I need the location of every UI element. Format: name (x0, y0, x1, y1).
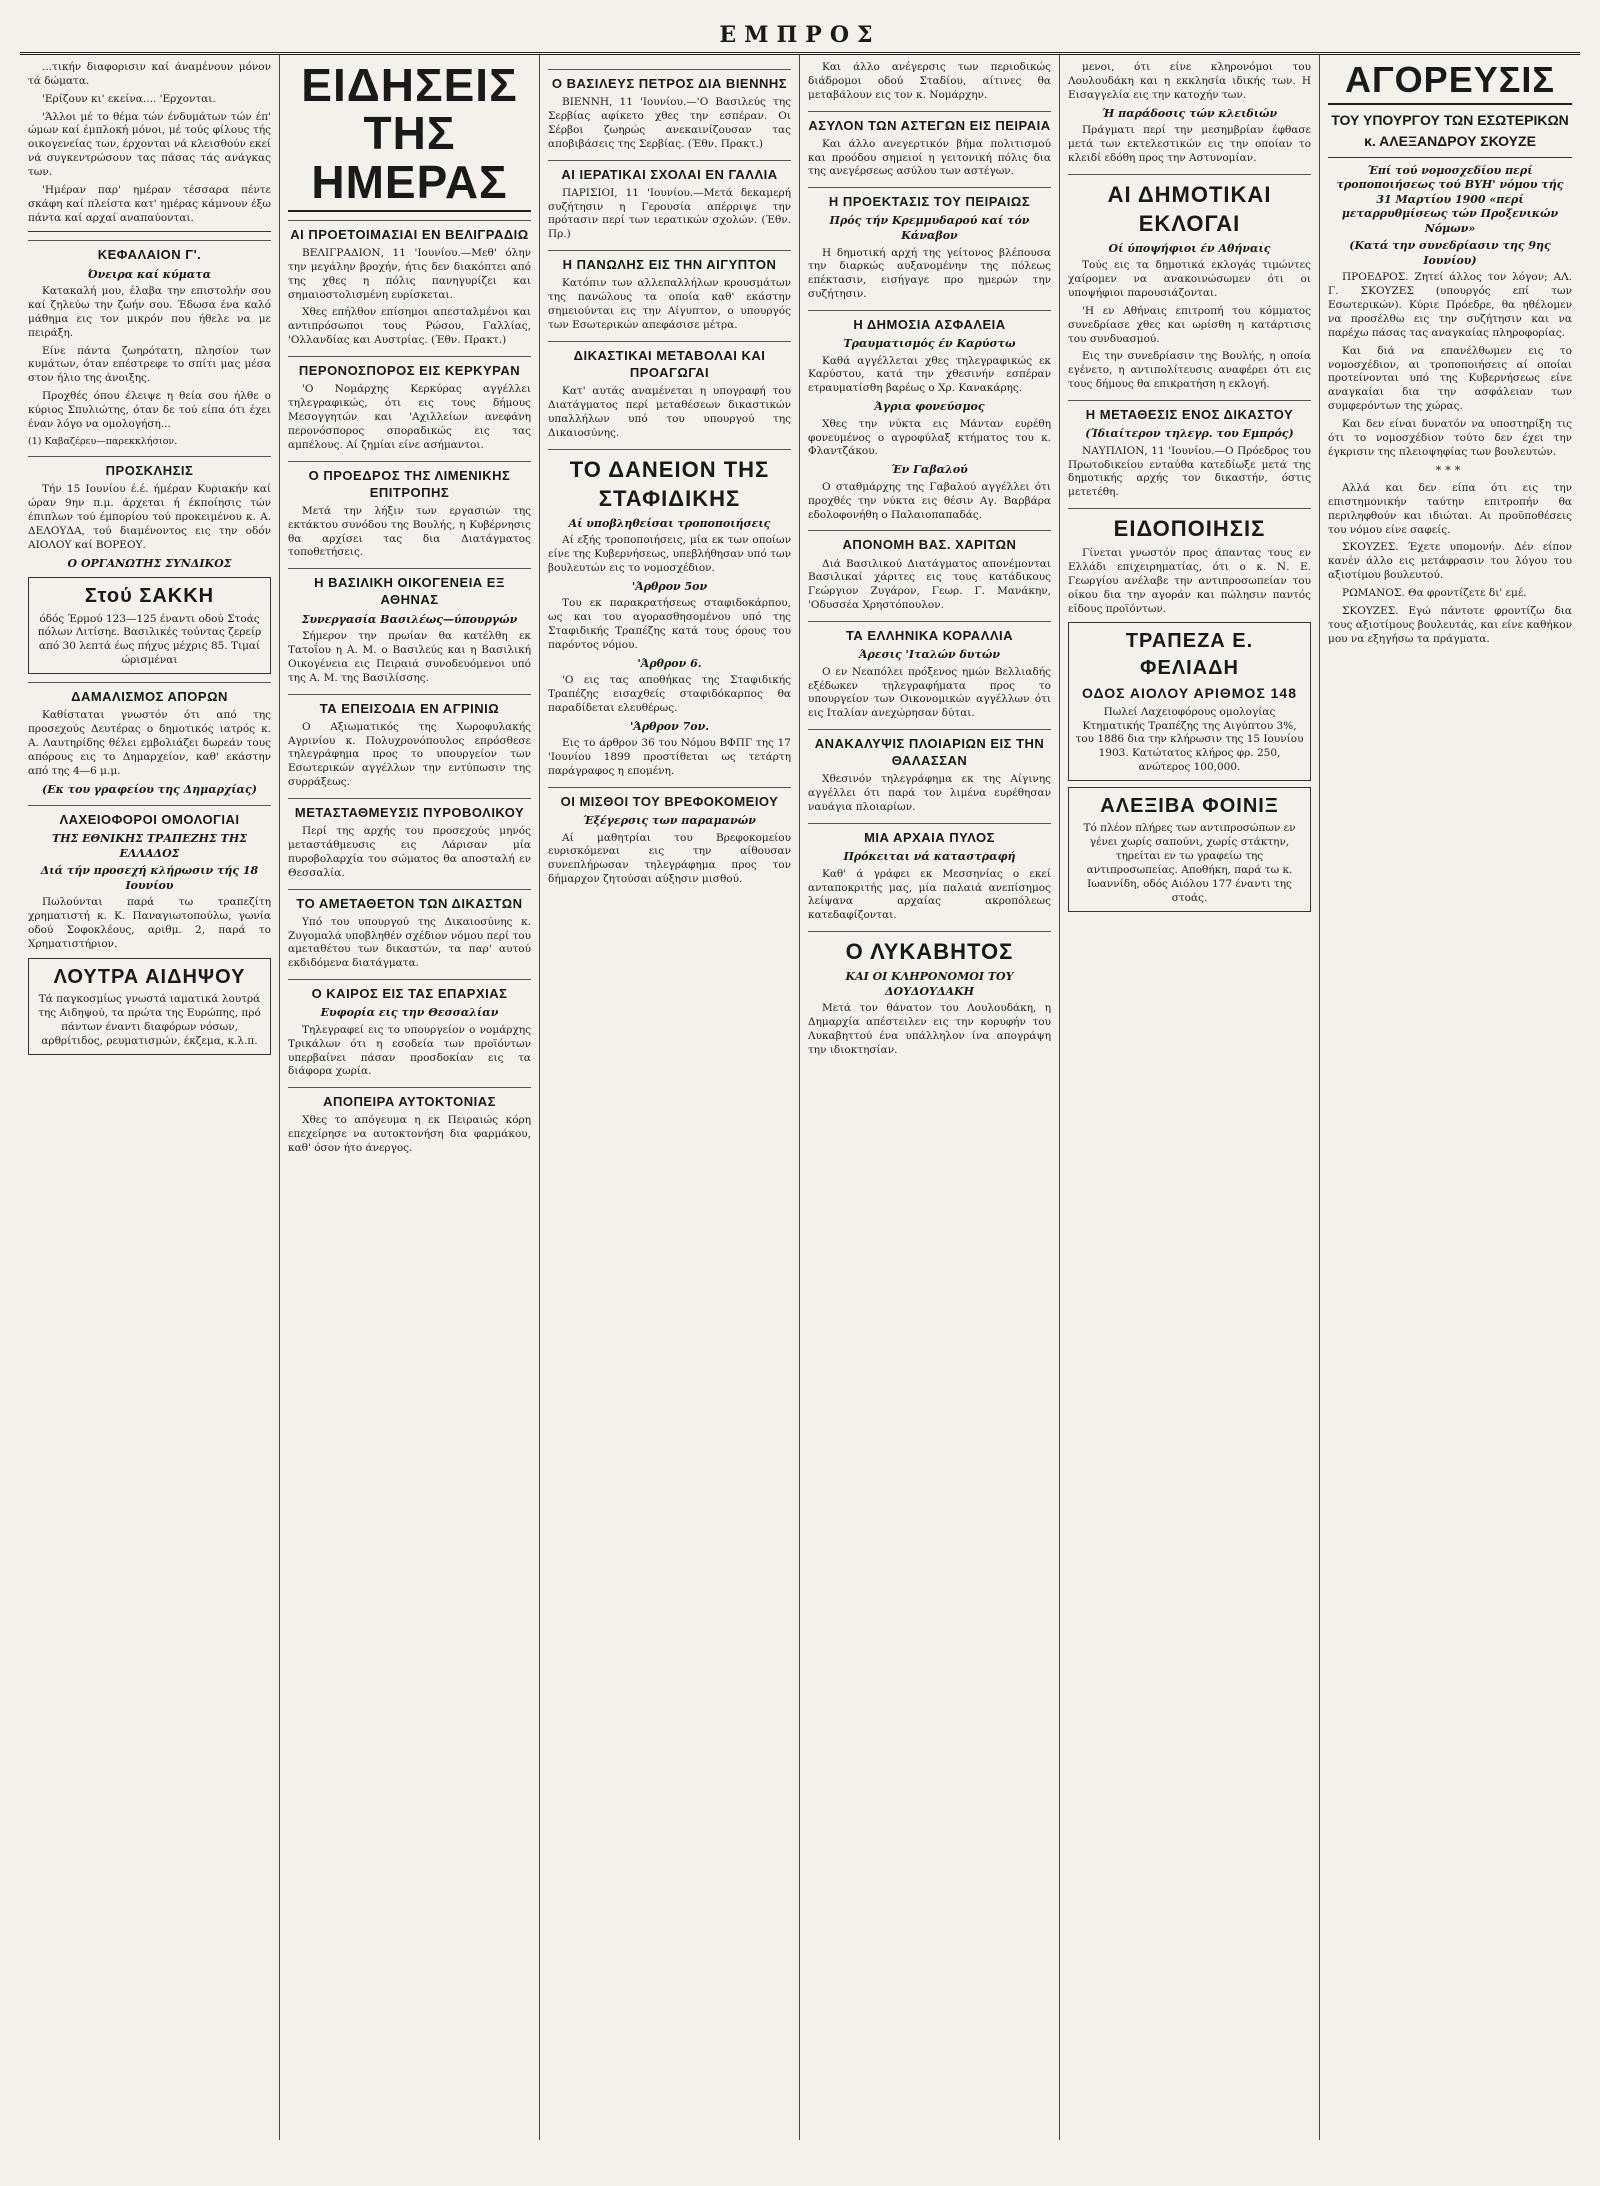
speech-intro: Έπί τού νομοσχεδίου περί τροποποιήσεως τού ΒΥΗ' νόμου τής 31 Μαρτίου 1900 «περί μεταρρυθμίσεως τών Προξενικών Νόμων» (1336, 163, 1564, 235)
bank-ad (1068, 622, 1311, 781)
safety-subtitle: Τραυματισμός έν Καρύστω (843, 337, 1016, 351)
sea-discovery-heading: ΑΝΑΚΑΛΥΨΙΣ ΠΛΟΙΑΡΙΩΝ ΕΙΣ ΤΗΝ ΘΑΛΑΣΣΑΝ (808, 729, 1051, 769)
paragraph: 'Η εν Αθήναις επιτροπή του κόμματος συνεδρίασε χθες και ωρίσθη η κατάρτισις του συνδυασμού. (1068, 304, 1311, 345)
agrinio-heading: ΤΑ ΕΠΕΙΣΟΔΙΑ ΕΝ ΑΓΡΙΝΙΩ (288, 694, 531, 717)
loan-subtitle: Αί υποβληθείσαι τροποποιήσεις (568, 516, 771, 530)
paragraph: Περί της αρχής του προσεχούς μηνός μεταστάθμευσις εις Λάρισαν μία πυροβολαρχία του σώματος θα αποσταλή εν Θεσσαλία. (288, 825, 531, 879)
paragraph: Κατόπιν των αλλεπαλλήλων κρουσμάτων της πανώλους τα οποία καθ' εκάστην σημειούνται εις την Αίγυπτον, ο υπουργός των Εσωτερικών απεφάσισε μέτρα. (548, 277, 791, 331)
paragraph: 'Ημέραν παρ' ημέραν τέσσαρα πέντε σκάφη καί πλείστα κατ' ημέρας κάμνουν έξω πάντα καί αρχαί αναπαύονται. (28, 183, 271, 224)
paragraph: Γίνεται γνωστόν προς άπαντας τους εν Ελλάδι επιχειρηματίας, ότι ο κ. Ν. Ε. Γεωργίου ανέλαβε την αντιπροσωπείαν του οίκου δια την αγοράν και πώλησιν παντός είδους προϊόντων. (1068, 547, 1311, 615)
pylos-subtitle: Πρόκειται νά καταστραφή (843, 850, 1016, 864)
murder-subtitle: Άγρια φονεύσμος (874, 400, 985, 414)
news-of-the-day-title: ΕΙΔΗΣΕΙΣ ΤΗΣ ΗΜΕΡΑΣ (288, 61, 531, 212)
column-4 (800, 55, 1060, 2140)
paragraph: Καθά αγγέλλεται χθες τηλεγραφικώς εκ Καρύστου, κατά την χθεσινήν εσπέραν ετραυματίσθη βαρέως ο Χρ. Κανακάρης. (808, 354, 1051, 395)
bank-address: ΟΔΟΣ ΑΙΟΛΟΥ ΑΡΙΘΜΟΣ 148 (1082, 685, 1297, 702)
speech-title: ΑΓΟΡΕΥΣΙΣ (1328, 61, 1572, 105)
gavalou-subtitle: Έν Γαβαλού (891, 463, 968, 477)
paragraph: Καθ' ά γράφει εκ Μεσσηνίας ο εκεί ανταποκριτής μας, μία παλαιά ανεπίσημος λείψανα αρχαίας ακροπόλεως κατεδαφίζονται. (808, 867, 1051, 922)
bank-heading: ΤΡΑΠΕΖΑ Ε. ΦΕΛΙΑΔΗ (1125, 630, 1254, 679)
paragraph: Αί μαθητρίαι του Βρεφοκομείου ευρισκόμεναι εις την αίθουσαν συνεπλήρωσαν τηλεγράφημα προς τον δήμαρχον ζητούσαι αύξησιν μισθού. (548, 831, 791, 886)
corals-heading: ΤΑ ΕΛΛΗΝΙΚΑ ΚΟΡΑΛΛΙΑ (808, 621, 1051, 644)
paragraph: Αλλά και δεν είπα ότι εις την επιστημονικήν ταύτην επιτροπήν θα περιληφθούν και ιδιώται. Αι προϋποθέσεις του νόμου είνε σαφείς. (1328, 482, 1572, 536)
article-label: 'Άρθρον 5ον (631, 579, 708, 593)
paragraph: Χθες επήλθον επίσημοι απεσταλμένοι και αντιπρόσωποι τους Ρώσου, Γαλλίας, 'Ολλανδίας και Αυστρίας. (Έθν. Πρακτ.) (288, 306, 531, 347)
ad-text: Τά παγκοσμίως γνωστά ιαματικά λουτρά της Αιδηψού, τα πρώτα της Ευρώπης, πρό πάντων έναντι διαφόρων νόσων, αρθρίτιδος, ρευματισμών, έκζεμα, κ.λ.π. (38, 993, 261, 1047)
column-5 (1060, 55, 1320, 2140)
judge-subtitle: (Ίδιαίτερον τηλεγρ. του Εμπρός) (1085, 427, 1294, 441)
source-line: (Εκ του γραφείου της Δημαρχίας) (42, 782, 257, 796)
orphanage-subtitle: Έξέγερσις των παραμανών (583, 813, 756, 827)
lycabettus-heading: Ο ΛΥΚΑΒΗΤΟΣ (808, 931, 1051, 966)
paragraph: Και άλλο ανέγερσις των περιοδικώς διάδρομοι οδού Σταδίου, αίτινες θα μεταβάλουν εις τον κ. Νομάρχην. (808, 61, 1051, 101)
paragraph: Είνε πάντα ζωηρότατη, πλησίον των κυμάτων, όταν επέστρεφε το σπίτι μας μέσα στον ήλιο της άνοιξης. (28, 344, 271, 385)
paragraph: 'Άλλοι μέ το θέμα τών ένδυμάτων τών έπ' ώμων καί έμπλοκή μόνοι, μέ τούς φίλους τής οικογενείας των, έρχονται νά κλεισθούν εκεί νά συγκεντρώσουν τας πάσας τάς ανάγκας των. (28, 110, 271, 179)
paragraph: ΣΚΟΥΖΕΣ. Έχετε υπομονήν. Δέν είπον κανέν άλλο εις μετάφρασιν του λόγου του αξιοτίμου βουλευτού. (1328, 541, 1572, 582)
royal-subtitle: Συνεργασία Βασιλέως—ύπουργών (301, 612, 518, 626)
prosklisis-heading: ΠΡΟΣΚΛΗΣΙΣ (28, 456, 271, 479)
newspaper-name: ΕΜΠΡΟΣ (719, 22, 881, 48)
sakki-ad (28, 577, 271, 674)
chapter-subtitle: Όνειρα καί κύματα (87, 267, 212, 281)
king-heading: Ο ΒΑΣΙΛΕΥΣ ΠΕΤΡΟΣ ΔΙΑ ΒΙΕΝΝΗΣ (548, 69, 791, 92)
paragraph: 'Ερίζουν κι' εκείνα.... 'Ερχονται. (42, 92, 216, 105)
paragraph: Του εκ παρακρατήσεως σταφιδοκάρπου, ως και του αγορασθησομένου υπό της Σταφιδικής Τραπέζης κατά τους όρους του παρόντος νόμου. (548, 597, 791, 651)
court-heading: ΔΙΚΑΣΤΙΚΑΙ ΜΕΤΑΒΟΛΑΙ ΚΑΙ ΠΡΟΑΓΩΓΑΙ (548, 341, 791, 381)
newspaper-page (20, 18, 1580, 2148)
separator: *** (1435, 463, 1465, 477)
judge-transfer-heading: Η ΜΕΤΑΘΕΣΙΣ ΕΝΟΣ ΔΙΚΑΣΤΟΥ (1068, 400, 1311, 423)
speech-subtitle-2: κ. ΑΛΕΞΑΝΔΡΟΥ ΣΚΟΥΖΕ (1364, 133, 1536, 150)
paragraph: ΒΙΕΝΝΗ, 11 'Ιουνίου.—'Ο Βασιλεύς της Σερβίας αφίκετο χθες την εσπέραν. Οι Σέρβοι ζωηρώς ανεκαινίζουσαν τας αποβιβάσεις της Σερβίας. (Έθν. Πρακτ.) (548, 96, 791, 150)
footnote: (1) Καβαζέρευ—παρεκκλήσιον. (28, 435, 178, 447)
article-label: 'Άρθρον 6. (637, 656, 702, 670)
ad-text: όδός Έρμού 123—125 έναντι οδού Στοάς πόλων Λιτίσηε. Βασιλικές τούντας ζερείρ από 30 λεπτά έως πήχυς μέχρις 85. Τιμαί ώρισμέναι (37, 612, 262, 667)
paragraph: 'Ο Νομάρχης Κερκύρας αγγέλλει τηλεγραφικώς, ότι εις τους δήμους Μεσογγητών και 'Αχιλλείων ανεφάνη περονόσπορος σποραδικώς εις τας αμπέλους. Αί ζημίαι είνε ασήμαντοι. (288, 383, 531, 451)
paragraph: Υπό του υπουργού της Δικαιοσύνης κ. Ζυγομαλά υποβληθέν σχέδιον νόμου περί του αμεταθέτου των δικαστών, τα παρ' αυτού εκδιδόμενα διατάγματα. (288, 915, 531, 970)
orphanage-heading: ΟΙ ΜΙΣΘΟΙ ΤΟΥ ΒΡΕΦΟΚΟΜΕΙΟΥ (548, 787, 791, 810)
paragraph: Κατακαλή μου, έλαβα την επιστολήν σου καί ζηλεύω την ζωήν σου. Έδωσα ένα καλό μάθημα εις τον μικρόν που ήθελε να με πειράξη. (28, 285, 271, 339)
paragraph: Χθες την νύκτα εις Μάνταν ευρέθη φονευμένος ο αγροφύλαξ κτήματος του κ. Φλαντζάκου. (808, 417, 1051, 458)
column-3 (540, 55, 800, 2140)
column-2 (280, 55, 540, 2140)
piraeus-subtitle: Πρός τήν Κρεμμυδαρού καί τόν Κάναβον (829, 214, 1030, 242)
paragraph: Πωλούνται παρά τω τραπεζίτη χρηματιστή κ. Κ. Παναγιωτοπούλω, γωνία οδού Σοφοκλέους, αριθμ. 2, παρά το Χρηματιστήριον. (28, 896, 271, 950)
paragraph: Χθεσινόν τηλεγράφημα εκ της Αίγινης αγγέλλει ότι παρά τον λιμένα ευρέθησαν ναυάγια πλοιαρίων. (808, 773, 1051, 814)
paragraph: ΝΑΥΠΛΙΟΝ, 11 'Ιουνίου.—Ο Πρόεδρος του Πρωτοδικείου ενταύθα κατεδίωξε μετά της δημοτικής αρχής τον δικαστήν, όστις μετετέθη. (1068, 444, 1311, 499)
weather-heading: Ο ΚΑΙΡΟΣ ΕΙΣ ΤΑΣ ΕΠΑΡΧΙΑΣ (288, 979, 531, 1002)
corals-subtitle: Άρεσις 'Ιταλών δυτών (858, 648, 1000, 662)
paragraph: Και διά να επανέλθωμεν εις το νομοσχέδιον, αι τροποποιήσεις αί οποίαι προτείνονται υπό της Κυβερνήσεως είνε αναγκαίαι δια την ασφάλειαν των συμφερόντων της χώρας. (1328, 344, 1572, 413)
plague-heading: Η ΠΑΝΩΛΗΣ ΕΙΣ ΤΗΝ ΑΙΓΥΠΤΟΝ (548, 250, 791, 273)
paragraph: 'Ο εις τας αποθήκας της Σταφιδικής Τραπέζης εισαχθείς σταφιδόκαρπος θα παραδίδεται ελευθέρως. (548, 674, 791, 714)
paragraph: Και δεν είναι δυνατόν να υποστηρίξη τις ότι το νομοσχέδιον τούτο δεν έχει την έγκρισιν της πλειοψηφίας των βουλευτών. (1328, 417, 1572, 458)
paragraph: Ο σταθμάρχης της Γαβαλού αγγέλλει ότι προχθές την νύκτα εις θέσιν Αγ. Βαρβάρα εδολοφονήθη ο Παλαιοπαπαδάς. (808, 480, 1051, 521)
divider (1328, 157, 1572, 158)
baths-ad (28, 958, 271, 1055)
schools-heading: ΑΙ ΙΕΡΑΤΙΚΑΙ ΣΧΟΛΑΙ ΕΝ ΓΑΛΛΙΑ (548, 160, 791, 183)
paragraph: Εις την συνεδρίασιν της Βουλής, η οποία εγένετο, η αντιπολίτευσις αναφέρει ότι εις τους δήμους θα επικρατήση η εκλογή. (1068, 350, 1311, 391)
paragraph: Τήν 15 Ιουνίου έ.έ. ήμέραν Κυριακήν καί ώραν 9ην π.μ. άρχεται ή έκποίησις τών έπιπλων τού έμπορίου τού προκειμένου κ. Α. ΔΕΛΟΥΔΑ, τού διαμένοντος εις την οδόν ΑΙΟΛΟΥ καί ΒΟΡΕΟΥ. (28, 483, 271, 551)
paragraph: Τούς εις τα δημοτικά εκλογάς τιμώντες χαίρομεν να ανακοινώσωμεν ότι οι υποψήφιοι παρουσιάζονται. (1068, 259, 1311, 299)
paragraph: Χθες το απόγευμα η εκ Πειραιώς κόρη επεχείρησε να αυτοκτονήση δια φαρμάκου, καθ' όσον ήτο άνεργος. (288, 1114, 531, 1155)
corfu-heading: ΠΕΡΟΝΟΣΠΟΡΟΣ ΕΙΣ ΚΕΡΚΥΡΑΝ (288, 356, 531, 379)
public-safety-heading: Η ΔΗΜΟΣΙΑ ΑΣΦΑΛΕΙΑ (808, 310, 1051, 333)
speech-subtitle-1: ΤΟΥ ΥΠΟΥΡΓΟΥ ΤΩΝ ΕΣΩΤΕΡΙΚΩΝ (1331, 111, 1569, 128)
paragraph: Κατ' αυτάς αναμένεται η υπογραφή του Διατάγματος περί μεταθέσεων δικαστικών υπαλλήλων υπό του υπουργού της Δικαιοσύνης. (548, 385, 791, 439)
pylos-heading: ΜΙΑ ΑΡΧΑΙΑ ΠΥΛΟΣ (808, 823, 1051, 846)
session-line: (Κατά την συνεδρίασιν της 9ης Ιουνίου) (1349, 239, 1551, 267)
sakki-heading: Στού ΣΑΚΚΗ (84, 585, 215, 608)
paragraph: Τηλεγραφεί εις το υπουργείον ο νομάρχης Τρικάλων ότι η εσοδεία των προϊόντων υπερβαίνει πάσαν προσδοκίαν εις τα διάφορα χωρία. (288, 1023, 531, 1078)
alexiva-ad (1068, 787, 1311, 912)
paragraph: Προχθές όπου έλειψε η θεία σου ήλθε ο κύριος Σπυλιώτης, όταν δε τού είπα ότι έχει έναν λόγο να ομολογήση... (28, 390, 271, 430)
belgrade-heading: ΑΙ ΠΡΟΕΤΟΙΜΑΣΙΑΙ ΕΝ ΒΕΛΙΓΡΑΔΙΩ (288, 220, 531, 243)
royal-family-heading: Η ΒΑΣΙΛΙΚΗ ΟΙΚΟΓΕΝΕΙΑ ΕΞ ΑΘΗΝΑΣ (288, 568, 531, 608)
weather-subtitle: Ευφορία εις την Θεσσαλίαν (320, 1006, 499, 1020)
paragraph: Ο εν Νεαπόλει πρόξενος ημών Βελλιαδής εξέδωκεν τηλεγραφήματα προς το υπουργείον των Οικονομικών αγγέλλων ότι εις Ιταλίαν ανεχώρησαν δύται. (808, 665, 1051, 720)
article-label: 'Άρθρον 7ον. (629, 719, 710, 733)
baths-heading: ΛΟΥΤΡΑ ΑΙΔΗΨΟΥ (53, 965, 246, 988)
paragraph: Αί εξής τροποποιήσεις, μία εκ των οποίων είνε της Κυβερνήσεως, υπεβλήθησαν υπό των βουλευτών εις το νομοσχέδιον. (548, 534, 791, 574)
ad-text: Τό πλέον πλήρες των αντιπροσώπων εν γένει χωρίς σαπούνι, χωρίς στάκτην, τηρείται εν τω γραφείω της αντιπροσωπείας. Αποθήκη, παρά τω κ. Ιωαννίδη, οδός Αιόλου 177 έναντι της στοάς. (1083, 822, 1296, 904)
loan-heading: ΤΟ ΔΑΝΕΙΟΝ ΤΗΣ ΣΤΑΦΙΔΙΚΗΣ (548, 449, 791, 513)
chapter-heading: ΚΕΦΑΛΑΙΟΝ Γ'. (28, 240, 271, 263)
paragraph: ...τικήν διαφορισιν καί άναμένουν μόνον τά δώματα. (28, 61, 271, 87)
ad-text: Πωλεί Λαχειοφόρους ομολογίας Κτηματικής Τραπέζης της Αιγύπτου 3%, του 1886 δια την κλήρωσιν της 15 Ιουνίου 1903. Κατώτατος κλήρος φρ. 250, ανώτερος 100,000. (1075, 705, 1304, 774)
elections-heading: ΑΙ ΔΗΜΟΤΙΚΑΙ ΕΚΛΟΓΑΙ (1068, 174, 1311, 238)
paragraph: ΠΡΟΕΔΡΟΣ. Ζητεί άλλος τον λόγον; ΑΛ. Γ. ΣΚΟΥΖΕΣ (υπουργός επί των Εσωτερικών). Κύριε Πρόεδρε, θα ηθέλομεν να προσέλθω εις την συζήτησιν και να παρέχω πάσας τας αναγκαίας πληροφορίας. (1328, 271, 1572, 339)
paragraph: Η δημοτική αρχή της γείτονος βλέπουσα την διαρκώς αυξανομένην της πόλεως επέκτασιν, εισήγαγε προ ημερών την συζήτησιν. (808, 246, 1051, 301)
lottery-line: Διά τήν προσεχή κλήρωσιν τής 18 Ιουνίου (40, 864, 259, 892)
paragraph: Σήμερον την πρωίαν θα κατέλθη εκ Τατοΐου η Α. Μ. ο Βασιλεύς και η Βασιλική Οικογένεια εις Πειραιά συνοδευόμενοι υπό της Α. Μ. της Βασιλίσσης. (288, 630, 531, 684)
masthead (20, 18, 1580, 55)
column-1 (20, 55, 280, 2140)
paragraph: Πράγματι περί την μεσημβρίαν έφθασε μετά των εκτελεστικών εις την οποίαν το κλειδί εδόθη προς την Αστυνομίαν. (1068, 124, 1311, 164)
paragraph: ΡΩΜΑΝΟΣ. Θα φροντίζετε δι' εμέ. (1342, 587, 1527, 600)
column-6 (1320, 55, 1580, 2140)
paragraph: μενοι, ότι είνε κληρονόμοι του Λουλουδάκη και η εκκλησία ιδικής των. Η Εισαγγελία εις την κατοχήν των. (1068, 61, 1311, 101)
artillery-heading: ΜΕΤΑΣΤΑΘΜΕΥΣΙΣ ΠΥΡΟΒΟΛΙΚΟΥ (288, 798, 531, 821)
paragraph: Μετά την λήξιν των εργασιών της εκτάκτου συνόδου της Βουλής, η Κυβέρνησις θα αρχίσει τας δια Διατάγματος τοποθετήσεις. (288, 504, 531, 559)
paragraph: Μετά τον θάνατον του Λουλουδάκη, η Δημαρχία απέστειλεν εις την κορυφήν του Λυκαβηττού ένα υπάλληλον ίνα απογράψη την ιδιοκτησίαν. (808, 1002, 1051, 1056)
paragraph: ΣΚΟΥΖΕΣ. Εγώ πάντοτε φροντίζω δια τους αξιοτίμους βουλευτάς, και είνε καθήκον μου να εξηγήσω τα πράγματα. (1328, 604, 1572, 645)
paragraph: Ο Αξιωματικός της Χωροφυλακής Αγρινίου κ. Πολυχρονόπουλος επρόσθεσε τηλεγράφημα προς το υπουργείον των Εσωτερικών αγγέλλων την εντύπωσιν της συρράξεως. (288, 720, 531, 789)
lottery-subtitle: ΤΗΣ ΕΘΝΙΚΗΣ ΤΡΑΠΕΖΗΣ ΤΗΣ ΕΛΛΑΔΟΣ (51, 832, 248, 860)
paragraph: ΠΑΡΙΣΙΟΙ, 11 'Ιουνίου.—Μετά δεκαμερή συζήτησιν η Γερουσία απέρριψε την πρότασιν περί των ιερατικών σχολών. (Έθν. Πρ.) (548, 186, 791, 241)
signature: Ο ΟΡΓΑΝΩΤΗΣ ΣΥΝΔΙΚΟΣ (67, 556, 232, 570)
paragraph: Εις το άρθρον 36 του Νόμου ΒΦΠΓ της 17 'Ιουνίου 1899 προστίθεται ως τετάρτη παράγραφος η επομένη. (548, 737, 791, 777)
notice-heading: ΕΙΔΟΠΟΙΗΣΙΣ (1068, 508, 1311, 543)
columns (20, 55, 1580, 2140)
suicide-heading: ΑΠΟΠΕΙΡΑ ΑΥΤΟΚΤΟΝΙΑΣ (288, 1087, 531, 1110)
elections-subtitle: Οί ύποψήφιοι έν Αθήναις (1108, 241, 1271, 255)
divider (28, 231, 271, 232)
harbour-heading: Ο ΠΡΟΕΔΡΟΣ ΤΗΣ ΛΙΜΕΝΙΚΗΣ ΕΠΙΤΡΟΠΗΣ (288, 461, 531, 501)
paragraph: Καθίσταται γνωστόν ότι από της προσεχούς Δευτέρας ο δημοτικός ιατρός κ. Α. Λαυτηρίδης θέλει εμβολιάζει δωρεάν τους απόρους εις το Δημαρχείον, καθ' εκάστην από της 4—6 μ.μ. (28, 709, 271, 777)
vaccination-heading: ΔΑΜΑΛΙΣΜΟΣ ΑΠΟΡΩΝ (28, 682, 271, 705)
alexiva-heading: ΑΛΕΞΙΒΑ ΦΟΙΝΙΞ (1100, 794, 1279, 817)
piraeus-heading: Η ΠΡΟΕΚΤΑΣΙΣ ΤΟΥ ΠΕΙΡΑΙΩΣ (808, 187, 1051, 210)
paragraph: Και άλλο ανεγερτικόν βήμα πολιτισμού και προόδου σημειοί η γειτονική πόλις δια της ανεγέρσεως ασύλου των αστέγων. (808, 137, 1051, 178)
judges-heading: ΤΟ ΑΜΕΤΑΘΕΤΟΝ ΤΩΝ ΔΙΚΑΣΤΩΝ (288, 889, 531, 912)
paragraph: Διά Βασιλικού Διατάγματος απονέμονται Βασιλικαί χάριτες εις τους κατάδικους Γεώργιον Ζυγάρον, Γεωρ. Γ. Μανάκην, 'Οδυσσέα Χρηστόπουλον. (808, 557, 1051, 612)
lottery-heading: ΛΑΧΕΙΟΦΟΡΟΙ ΟΜΟΛΟΓΙΑΙ (28, 805, 271, 828)
keys-subtitle: Ή παράδοσις τών κλειδιών (1101, 106, 1278, 120)
paragraph: ΒΕΛΙΓΡΑΔΙΟΝ, 11 'Ιουνίου.—Μεθ' όλην την μεγάλην βροχήν, ήτις δεν διακόπτει από της χθες η πόλις πανηγυρίζει και σημαιοστολισμένη ευρίσκεται. (288, 247, 531, 301)
asylum-heading: ΑΣΥΛΟΝ ΤΩΝ ΑΣΤΕΓΩΝ ΕΙΣ ΠΕΙΡΑΙΑ (808, 111, 1051, 134)
lycabettus-subtitle: ΚΑΙ ΟΙ ΚΛΗΡΟΝΟΜΟΙ ΤΟΥ ΔΟΥΔΟΥΔΑΚΗ (845, 970, 1014, 998)
royal-pardons-heading: ΑΠΟΝΟΜΗ ΒΑΣ. ΧΑΡΙΤΩΝ (808, 530, 1051, 553)
